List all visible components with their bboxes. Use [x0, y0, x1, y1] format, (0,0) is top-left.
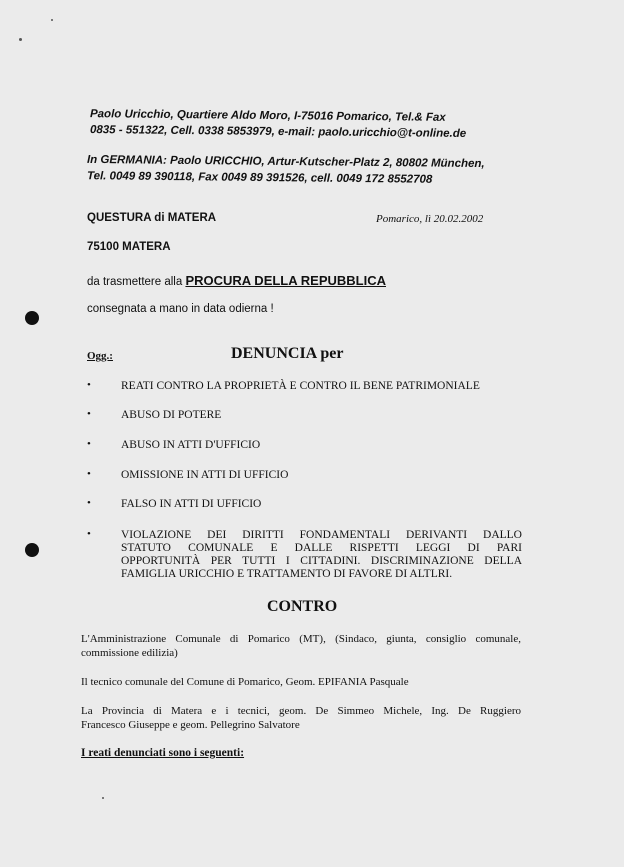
- scan-speck: [19, 38, 22, 41]
- transmit-prefix: da trasmettere alla: [87, 276, 183, 288]
- punch-hole-bottom: [25, 543, 39, 557]
- punch-hole-top: [25, 311, 39, 325]
- sender-line-4: Tel. 0049 89 390118, Fax 0049 89 391526, cell. 0049 172 8552708: [86, 170, 433, 186]
- charge-violation-line-3: OPPORTUNITÀ PER TUTTI I CITTADINI. DISCRIMINAZIONE DELLA: [121, 555, 522, 567]
- transmit-target: PROCURA DELLA REPUBBLICA: [185, 273, 386, 288]
- sender-line-3: In GERMANIA: Paolo URICCHIO, Artur-Kutscher-Platz 2, 80802 München,: [86, 153, 485, 171]
- charge-violation-line-2: STATUTO COMUNALE E DALLE RISPETTI LEGGI DI PARI: [121, 542, 522, 554]
- bullet-glyph: •: [87, 379, 91, 391]
- against-paragraph-3: [81, 704, 521, 732]
- against-p1-line-1: L'Amministrazione Comunale di Pomarico (MT), (Sindaco, giunta, consiglio comunale,: [81, 633, 521, 645]
- scan-speck: [102, 797, 104, 799]
- transmit-line: [87, 273, 386, 288]
- against-p3-line-1: La Provincia di Matera e i tecnici, geom. De Simmeo Michele, Ing. De Ruggiero: [81, 705, 521, 717]
- sender-line-1: Paolo Uricchio, Quartiere Aldo Moro, I-75016 Pomarico, Tel.& Fax: [89, 108, 446, 124]
- subject-label: Ogg.:: [87, 350, 113, 362]
- sender-line-2: 0835 - 551322, Cell. 0338 5853979, e-mail: paolo.uricchio@t-online.de: [89, 124, 467, 140]
- charge-item: OMISSIONE IN ATTI DI UFFICIO: [121, 469, 289, 481]
- bullet-glyph: •: [87, 528, 91, 540]
- bullet-glyph: •: [87, 497, 91, 509]
- charge-item: REATI CONTRO LA PROPRIETÀ E CONTRO IL BENE PATRIMONIALE: [121, 380, 480, 392]
- crimes-heading: I reati denunciati sono i seguenti:: [81, 747, 245, 759]
- subject-title: DENUNCIA per: [231, 345, 344, 362]
- recipient-name: QUESTURA di MATERA: [87, 212, 217, 224]
- bullet-glyph: •: [87, 468, 91, 480]
- against-p3-line-2: Francesco Giuseppe e geom. Pellegrino Salvatore: [81, 719, 300, 731]
- delivery-note: consegnata a mano in data odierna !: [87, 303, 274, 315]
- charge-item: FALSO IN ATTI DI UFFICIO: [121, 498, 262, 510]
- charge-item: ABUSO DI POTERE: [121, 409, 222, 421]
- bullet-glyph: •: [87, 438, 91, 450]
- charge-violation-line-4: FAMIGLIA URICCHIO E TRATTAMENTO DI FAVORE DI ALTLRI.: [121, 568, 453, 580]
- recipient-city: 75100 MATERA: [87, 241, 171, 253]
- charge-item-violation: [121, 529, 522, 581]
- against-heading: CONTRO: [267, 598, 338, 615]
- against-paragraph-2: Il tecnico comunale del Comune di Pomarico, Geom. EPIFANIA Pasquale: [81, 676, 409, 688]
- place-date: Pomarico, lì 20.02.2002: [376, 213, 484, 225]
- bullet-glyph: •: [87, 408, 91, 420]
- against-p1-line-2: commissione edilizia): [81, 647, 178, 659]
- against-paragraph-1: [81, 632, 521, 660]
- charge-item: ABUSO IN ATTI D'UFFICIO: [121, 439, 261, 451]
- charge-violation-line-1: VIOLAZIONE DEI DIRITTI FONDAMENTALI DERIVANTI DALLO: [121, 529, 522, 541]
- scan-speck: [51, 19, 53, 21]
